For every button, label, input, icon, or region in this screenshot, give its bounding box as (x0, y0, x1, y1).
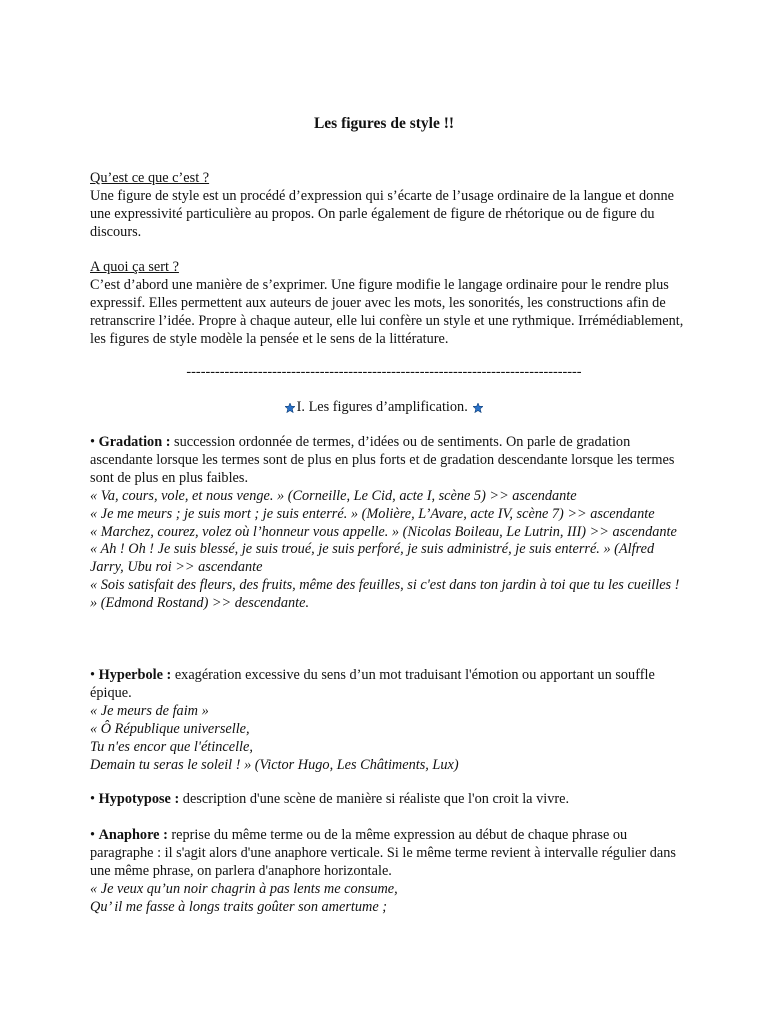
hypotypose-definition: description d'une scène de manière si réaliste que l'on croit la vivre. (179, 791, 570, 807)
hypotypose-bullet: • (90, 791, 99, 807)
gradation-bullet: • (90, 434, 99, 450)
intro-section (90, 170, 690, 242)
page-title: Les figures de style !! (313, 115, 455, 132)
gradation-definition: succession ordonnée de termes, d’idées ou de sentiments. On parle de gradation ascendante lorsque les termes sont de plus en plus forts et de gradation descendante lorsque les termes sont de plus en plus faibles. (90, 434, 675, 486)
gradation-example: « Marchez, courez, volez où l’honneur vous appelle. » (Nicolas Boileau, Le Lutrin, III) >> ascendante (90, 523, 677, 540)
hyperbole-term: Hyperbole : (98, 667, 172, 683)
gradation-example: « Va, cours, vole, et nous venge. » (Corneille, Le Cid, acte I, scène 5) >> ascendante (90, 487, 577, 504)
hyperbole-bullet: • (90, 667, 99, 683)
ornament-icon (473, 403, 483, 413)
anaphore-definition: reprise du même terme ou de la même expression au début de chaque phrase ou paragraphe : il s'agit alors d'une anaphore verticale. Si le même terme revient à intervalle régulier dans une même phrase, on parlera d'anaphore horizontale. (90, 827, 676, 879)
purpose-heading: A quoi ça sert ? (90, 259, 179, 275)
gradation-term: Gradation : (98, 434, 171, 450)
intro-text: Une figure de style est un procédé d’expression qui s’écarte de l’usage ordinaire de la langue et donne une expressivité particulière au propos. On parle également de figure de rhétorique ou de figure du discours. (90, 187, 674, 240)
anaphore-term: Anaphore : (98, 827, 168, 843)
gradation-section (90, 434, 690, 613)
hypotypose-section (90, 791, 690, 809)
intro-heading: Qu’est ce que c’est ? (90, 170, 210, 186)
ornament-icon (285, 403, 295, 413)
gradation-example: « Sois satisfait des fleurs, des fruits, même des feuilles, si c'est dans ton jardin à toi que tu les cueilles ! » (Edmond Rostand) >> descendante. (90, 577, 680, 612)
hyperbole-example: « Ô République universelle, (90, 720, 250, 737)
anaphore-example: Qu’ il me fasse à longs traits goûter son amertume ; (90, 898, 388, 915)
gradation-example: « Je me meurs ; je suis mort ; je suis enterré. » (Molière, L’Avare, acte IV, scène 7) >> ascendante (90, 505, 655, 522)
hyperbole-example: Demain tu seras le soleil ! » (Victor Hugo, Les Châtiments, Lux) (90, 756, 459, 773)
hypotypose-term: Hypotypose : (98, 791, 180, 807)
anaphore-example: « Je veux qu’un noir chagrin à pas lents me consume, (90, 880, 398, 897)
purpose-text: C’est d’abord une manière de s’exprimer. Une figure modifie le langage ordinaire pour le rendre plus expressif. Elles permettent aux auteurs de jouer avec les mots, les sonorités, les constructions afin de retranscrire l’idée. Propre à chaque auteur, elle lui confère un style et une rythmique. Irrémédiablement, les figures de style modèle la pensée et le sens de la littérature. (90, 276, 684, 347)
hyperbole-example: « Je meurs de faim » (90, 702, 209, 719)
hyperbole-example: Tu n'es encor que l'étincelle, (90, 738, 253, 755)
anaphore-section (90, 827, 690, 917)
purpose-section (90, 259, 690, 349)
anaphore-bullet: • (90, 827, 99, 843)
hyperbole-section (90, 667, 690, 774)
gradation-example: « Ah ! Oh ! Je suis blessé, je suis troué, je suis perforé, je suis administré, je suis enterré. » (Alfred Jarry, Ubu roi >> ascendante (90, 541, 655, 576)
hyperbole-definition: exagération excessive du sens d’un mot traduisant l'émotion ou apportant un souffle épique. (90, 667, 655, 701)
separator-line: ----------------------------------------------------------------------------------- (186, 364, 582, 380)
part-title: I. Les figures d’amplification. (296, 399, 468, 415)
part-heading (90, 399, 678, 417)
